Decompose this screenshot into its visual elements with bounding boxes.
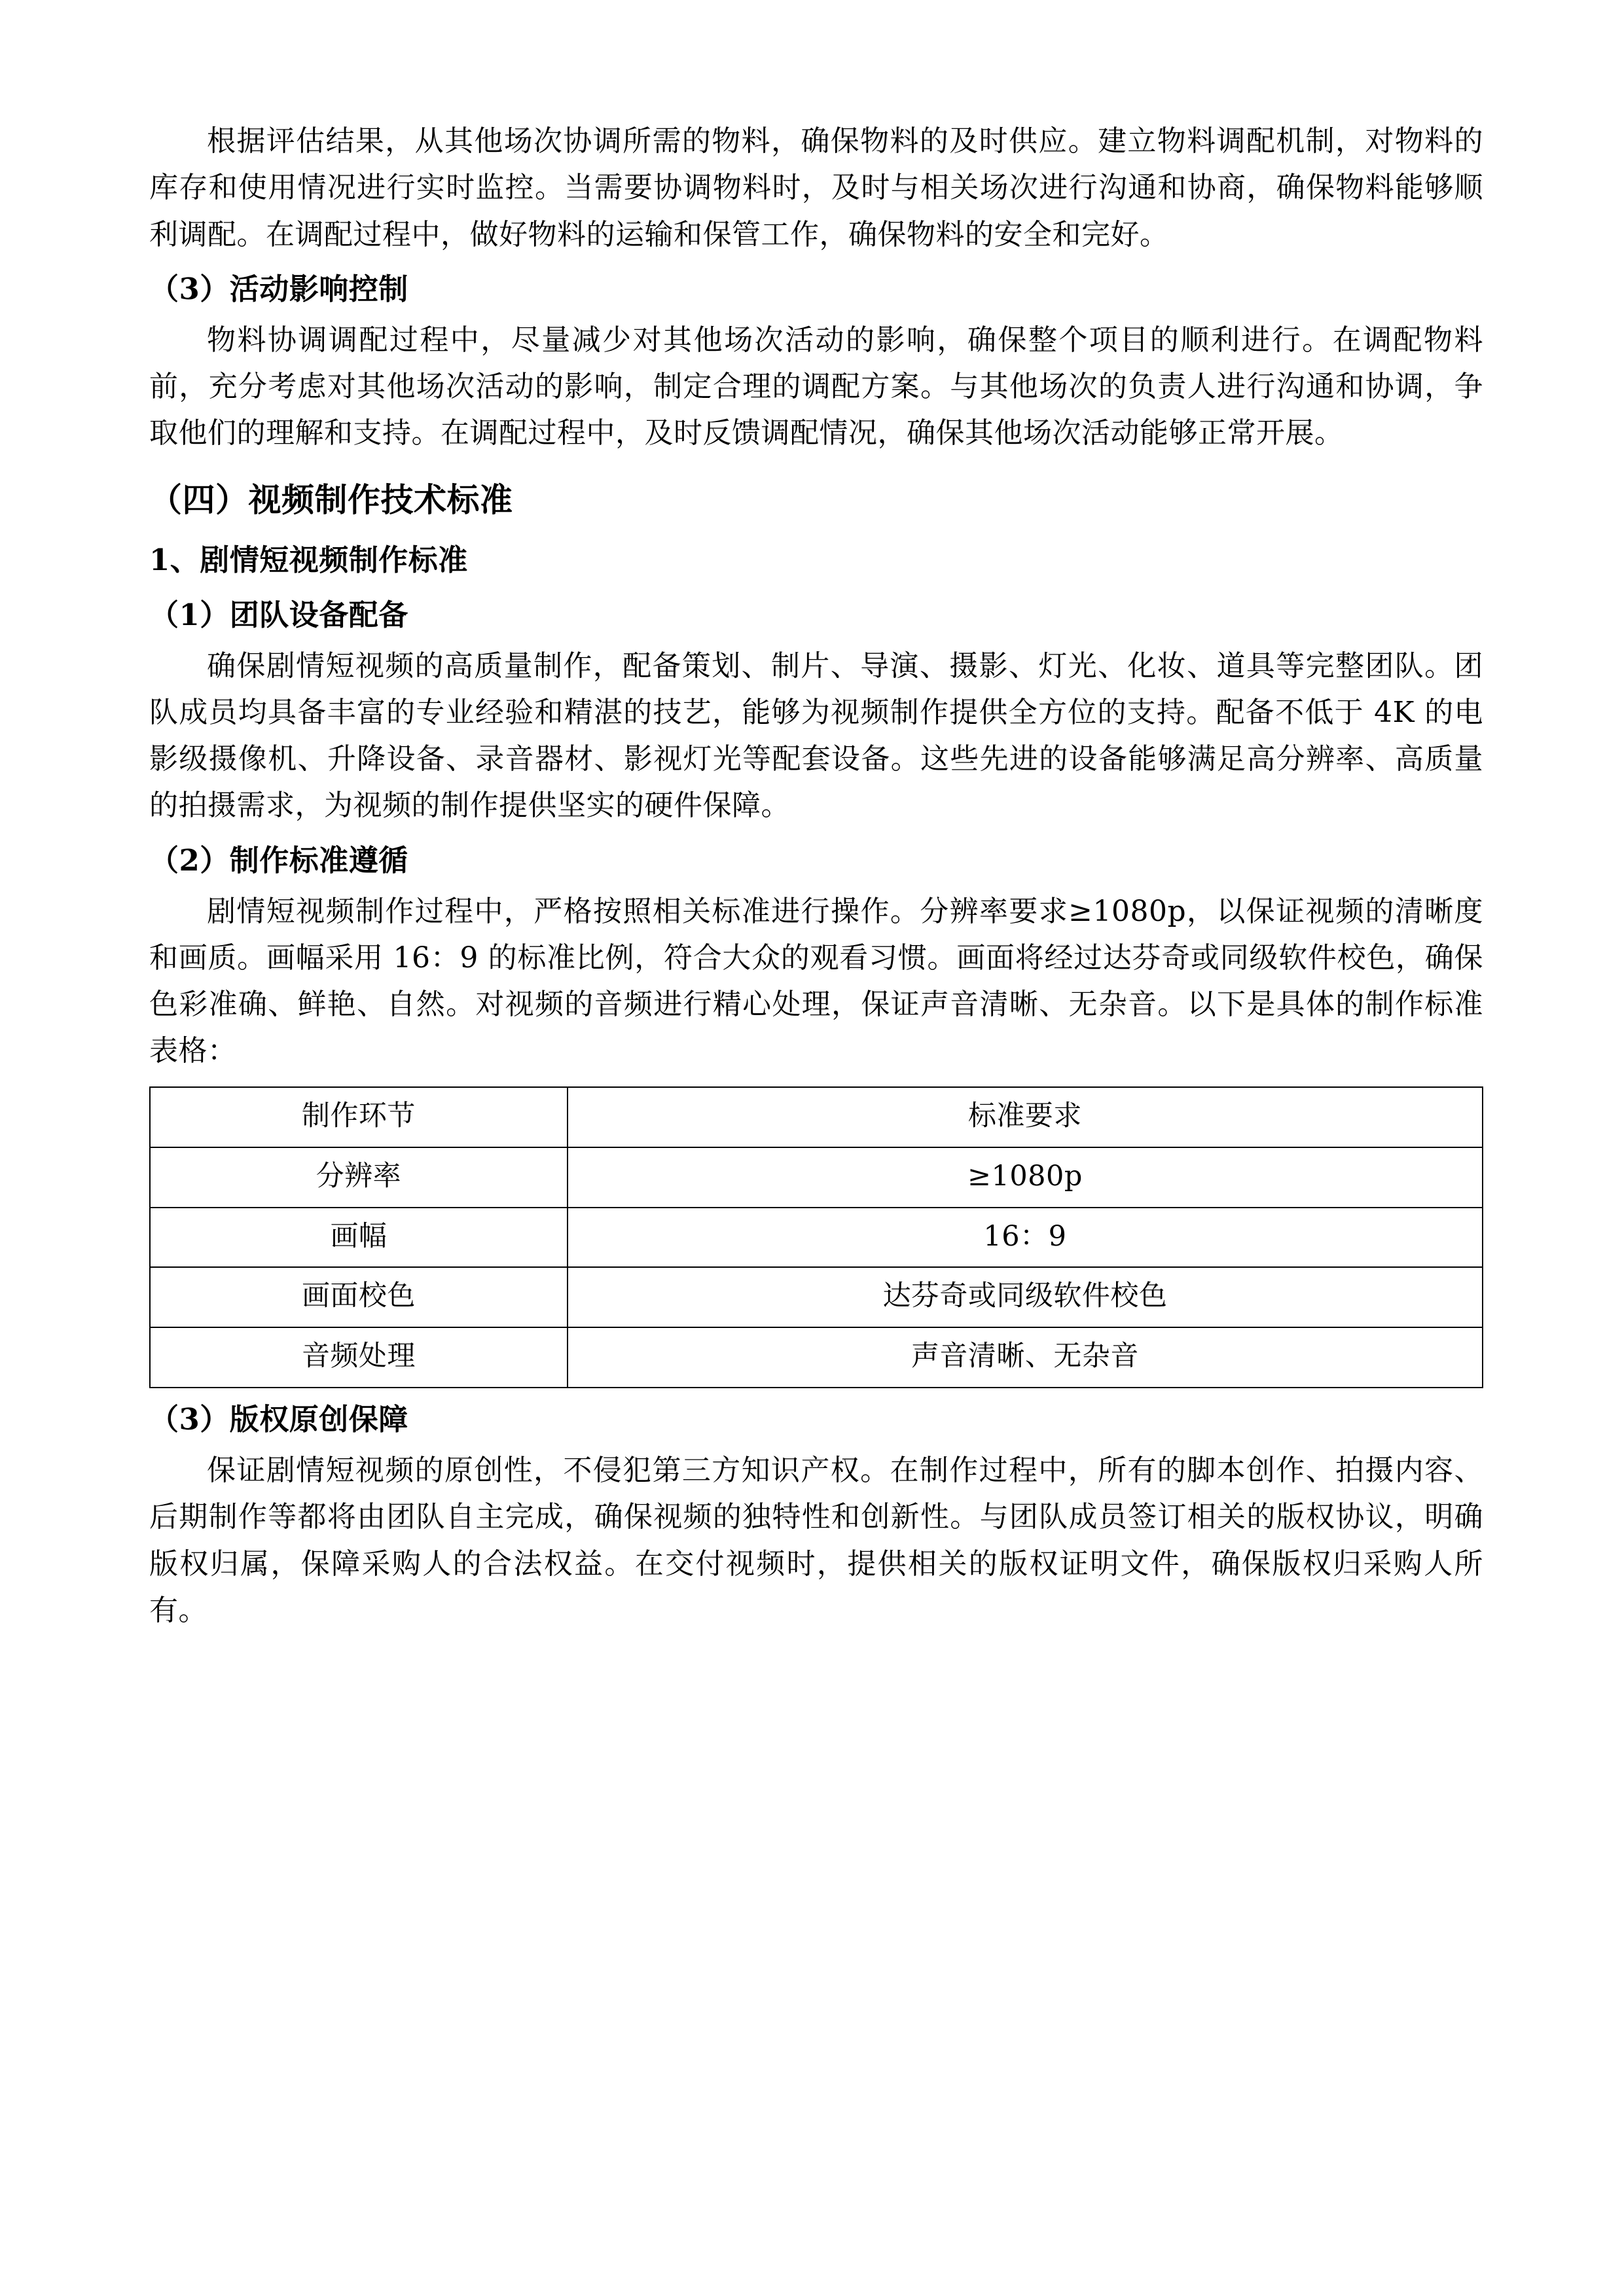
- document-body: [149, 118, 1483, 1634]
- paragraph-copyright-originality: 保证剧情短视频的原创性，不侵犯第三方知识产权。在制作过程中，所有的脚本创作、拍摄内容、后期制作等都将由团队自主完成，确保视频的独特性和创新性。与团队成员签订相关的版权协议，明确版权归属，保障采购人的合法权益。在交付视频时，提供相关的版权证明文件，确保版权归采购人所有。: [149, 1454, 1483, 1627]
- heading-team-equipment: （1）团队设备配备: [149, 597, 408, 632]
- table-cell-value: 16：9: [568, 1208, 1483, 1268]
- table-row: [150, 1327, 1483, 1388]
- table-cell-label: 画幅: [150, 1208, 568, 1268]
- heading-drama-short-video-standards: 1、剧情短视频制作标准: [149, 542, 468, 577]
- table-cell-label: 音频处理: [150, 1327, 568, 1388]
- table-row: [150, 1208, 1483, 1268]
- table-header-cell-requirement: 标准要求: [568, 1087, 1483, 1147]
- table-cell-value: 达芬奇或同级软件校色: [568, 1267, 1483, 1327]
- table-header-row: [150, 1087, 1483, 1147]
- table-header-cell-process: 制作环节: [150, 1087, 568, 1147]
- table-cell-label: 画面校色: [150, 1267, 568, 1327]
- table-row: [150, 1147, 1483, 1208]
- paragraph-material-coordination: 根据评估结果，从其他场次协调所需的物料，确保物料的及时供应。建立物料调配机制，对物料的库存和使用情况进行实时监控。当需要协调物料时，及时与相关场次进行沟通和协商，确保物料能够顺利调配。在调配过程中，做好物料的运输和保管工作，确保物料的安全和完好。: [149, 124, 1483, 251]
- table-body: [150, 1087, 1483, 1388]
- paragraph-team-equipment: 确保剧情短视频的高质量制作，配备策划、制片、导演、摄影、灯光、化妆、道具等完整团队。团队成员均具备丰富的专业经验和精湛的技艺，能够为视频制作提供全方位的支持。配备不低于 4K 的电影级摄像机、升降设备、录音器材、影视灯光等配套设备。这些先进的设备能够满足高分辨率、高质量的拍摄需求，为视频的制作提供坚实的硬件保障。: [149, 649, 1483, 823]
- table-cell-label: 分辨率: [150, 1147, 568, 1208]
- table-cell-value: 声音清晰、无杂音: [568, 1327, 1483, 1388]
- heading-production-standard-compliance: （2）制作标准遵循: [149, 842, 408, 878]
- heading-video-production-standards: （四）视频制作技术标准: [149, 480, 513, 519]
- paragraph-activity-impact-control: 物料协调调配过程中，尽量减少对其他场次活动的影响，确保整个项目的顺利进行。在调配物料前，充分考虑对其他场次活动的影响，制定合理的调配方案。与其他场次的负责人进行沟通和协调，争取他们的理解和支持。在调配过程中，及时反馈调配情况，确保其他场次活动能够正常开展。: [149, 323, 1483, 450]
- table-row: [150, 1267, 1483, 1327]
- heading-copyright-originality: （3）版权原创保障: [149, 1402, 408, 1437]
- table-cell-value: ≥1080p: [568, 1147, 1483, 1208]
- heading-activity-impact-control: （3）活动影响控制: [149, 271, 408, 306]
- production-standard-table: [149, 1086, 1483, 1388]
- paragraph-production-standard-compliance: 剧情短视频制作过程中，严格按照相关标准进行操作。分辨率要求≥1080p，以保证视频的清晰度和画质。画幅采用 16：9 的标准比例，符合大众的观看习惯。画面将经过达芬奇或同级软件校色，确保色彩准确、鲜艳、自然。对视频的音频进行精心处理，保证声音清晰、无杂音。以下是具体的制作标准表格：: [149, 894, 1483, 1068]
